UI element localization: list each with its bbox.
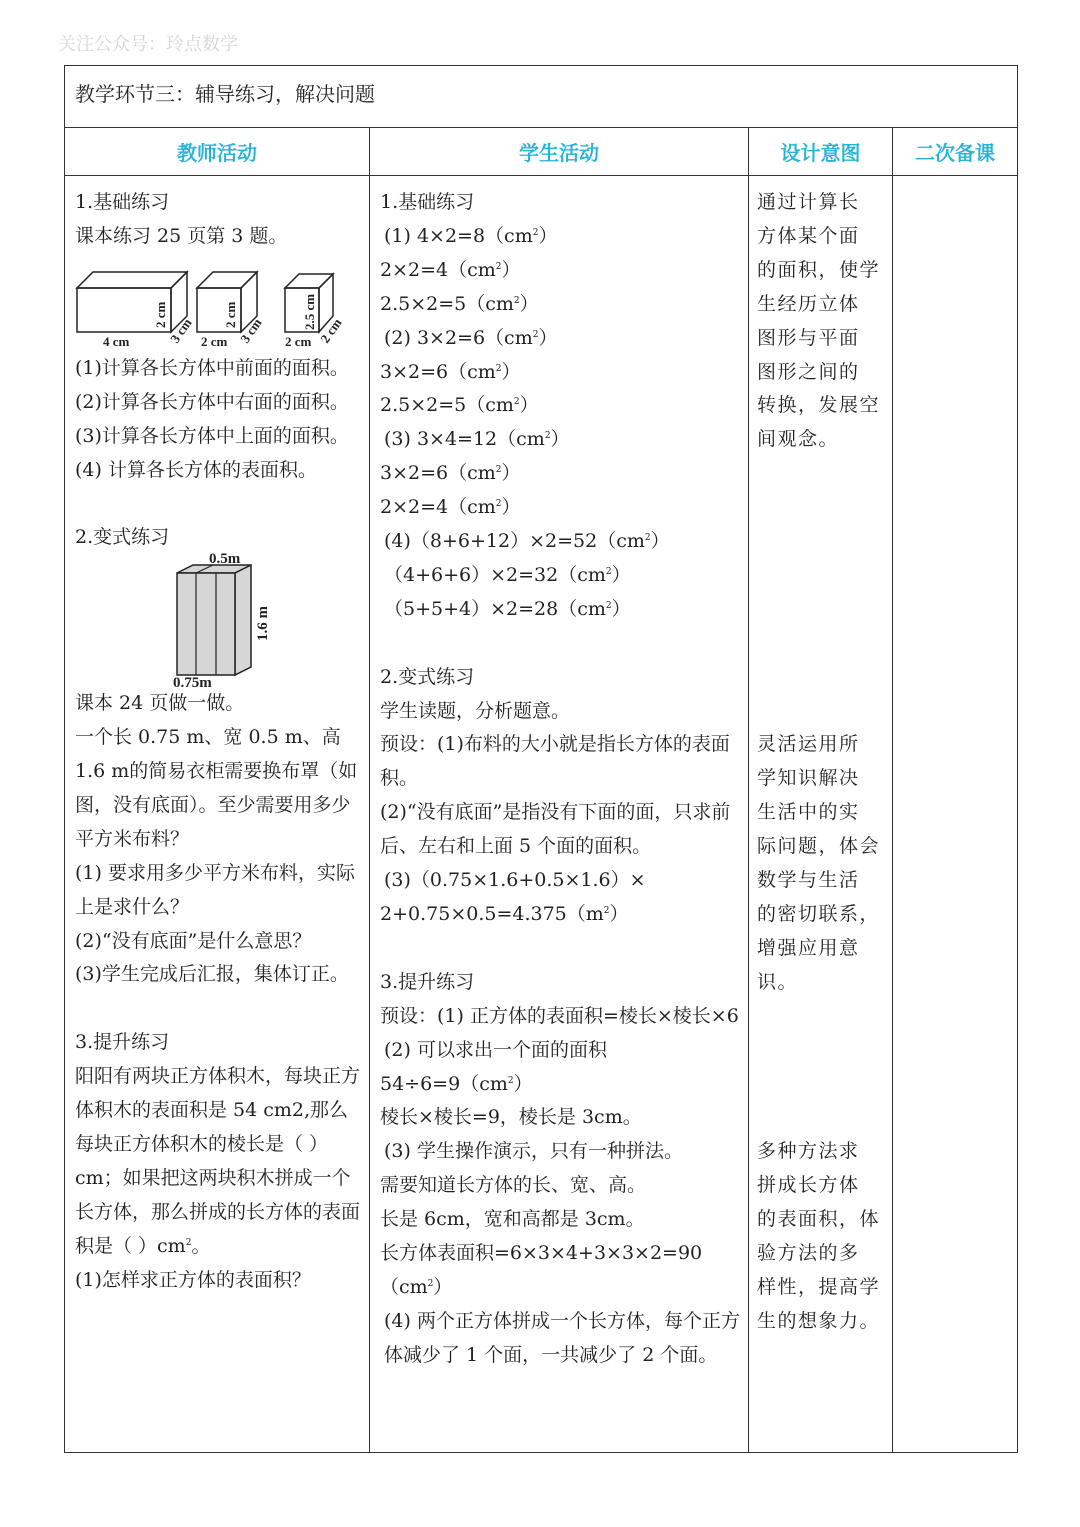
student-s1-title: 1.基础练习 (380, 191, 475, 213)
teacher-s3-q1: (1)怎样求正方体的表面积？ (75, 1268, 311, 1291)
intent-line: 灵活运用所 (757, 733, 860, 756)
design-intent-cell (749, 176, 893, 1453)
section-title: 教学环节三：辅导练习，解决问题 (65, 66, 1018, 128)
intent-line: 数学与生活 (757, 869, 860, 891)
intent-line: 际问题，体会 (757, 835, 881, 858)
teacher-s1-q1: (1)计算各长方体中前面的面积。 (75, 356, 349, 379)
student-s2-line: (3)（0.75×1.6+0.5×1.6）× (384, 869, 646, 892)
intent-line: 的面积，使学 (757, 258, 881, 281)
student-s1-line: (1) $4\times 2=8(cm^2)$ (384, 224, 558, 247)
intent-line: 生活中的实 (757, 801, 860, 824)
student-s3-line: (4) 两个正方体拼成一个长方体，每个正方体减少了 1 个面，一共减少了 2 个面。 (384, 1309, 740, 1366)
student-s2-title: 2.变式练习 (380, 665, 475, 688)
intent-line: 间观念。 (757, 428, 840, 451)
student-s1-line: $3\times 2=6(cm^2)$ (380, 462, 521, 485)
watermark: 关注公众号：玲点数学 (58, 34, 238, 55)
teacher-s2-source: 课本 24 页做一做。 (75, 692, 245, 715)
wardrobe-figure (75, 551, 357, 687)
fig2-side-label: 1.6 m (255, 606, 271, 642)
fig1-c-height: 2.5 cm (302, 293, 317, 330)
student-s3-line: $54\div 6=9(cm^2)$ (380, 1072, 533, 1095)
student-s3-line: (2) 可以求出一个面的面积 (384, 1038, 607, 1061)
intent-line: 通过计算长 (757, 191, 860, 213)
student-s2-line: 学生读题，分析题意。 (380, 699, 571, 722)
intent-line: 识。 (757, 970, 799, 993)
header-row (65, 128, 1018, 176)
fig1-c-width: 2 cm (285, 333, 312, 349)
fig1-a-width: 4 cm (103, 333, 130, 349)
student-s2-line: $2+0.75\times 0.5=4.375(m^2)$ (380, 903, 629, 926)
student-s1-line: $2\times 2=4(cm^2)$ (380, 496, 521, 519)
teacher-s3-title: 3.提升练习 (75, 1031, 170, 1054)
header-student: 学生活动 (370, 128, 749, 176)
lesson-plan-table (64, 65, 1018, 1453)
intent-line: 拼成长方体 (757, 1174, 860, 1197)
fig1-a-height: 2 cm (153, 301, 168, 328)
intent-line: 转换，发展空 (757, 394, 881, 417)
intent-line: 学知识解决 (757, 767, 860, 790)
teacher-s1-q2: (2)计算各长方体中右面的面积。 (75, 390, 349, 413)
teacher-s2-problem: 一个长 0.75 m、宽 0.5 m、高 1.6 m的简易衣柜需要换布罩（如图，没有底面）。至少需要用多少平方米布料？ (75, 726, 358, 850)
student-s1-line: $2.5\times 2=5(cm^2)$ (380, 292, 539, 315)
cuboids-figure (73, 258, 363, 350)
intent-line: 生的想象力。 (757, 1309, 881, 1332)
student-s1-line: $(4+6+6)\times 2=32(cm^2)$ (384, 563, 631, 586)
student-s1-line: (3) $3\times 4=12(cm^2)$ (384, 428, 570, 451)
fig1-c-depth: 2 cm (317, 315, 345, 346)
student-s3-line: 长方体表面积=6×3×4+3×3×2=90 (380, 1242, 703, 1265)
intent-line: 的表面积，体 (757, 1208, 881, 1230)
student-s1-line: $(5+5+4)\times 2=28(cm^2)$ (384, 597, 631, 620)
fig1-b-depth: 3 cm (237, 315, 265, 346)
teacher-s3-problem: 阳阳有两块正方体积木，每块正方体积木的表面积是 54 cm2,那么每块正方体积木的棱长是（ ）cm；如果把这两块积木拼成一个长方体，那么拼成的长方体的表面积是（ ）$cm^2$。 (75, 1065, 361, 1257)
student-s1-line: $2\times 2=4(cm^2)$ (380, 258, 521, 281)
intent-line: 验方法的多 (757, 1241, 860, 1264)
teacher-s1-q3: (3)计算各长方体中上面的面积。 (75, 424, 349, 447)
intent-line: 的密切联系， (757, 902, 881, 925)
teacher-s1-title: 1.基础练习 (75, 191, 170, 213)
student-s2-line: 预设：(1)布料的大小就是指长方体的表面积。 (380, 733, 730, 790)
intent-line: 多种方法求 (757, 1140, 860, 1163)
student-s3-line: (3) 学生操作演示，只有一种拼法。 (384, 1140, 683, 1163)
student-activity-cell (370, 176, 749, 1453)
student-s3-line: 棱长×棱长=9，棱长是 3cm。 (380, 1106, 642, 1129)
teacher-s2-q2: (2)“没有底面”是什么意思？ (75, 929, 312, 952)
intent-line: 生经历立体 (757, 292, 860, 315)
student-s2-line: (2)“没有底面”是指没有下面的面，只求前后、左右和上面 5 个面的面积。 (380, 801, 731, 858)
student-s1-line: (2) $3\times 2=6(cm^2)$ (384, 326, 558, 349)
fig2-bottom-label: 0.75m (173, 675, 212, 688)
intent-line: 图形与平面 (757, 326, 860, 349)
student-s1-line: $2.5\times 2=5(cm^2)$ (380, 394, 539, 417)
fig2-top-label: 0.5m (209, 551, 241, 568)
student-s3-line: $(cm^2)$ (380, 1275, 453, 1298)
intent-line: 增强应用意 (757, 936, 860, 959)
teacher-s2-q1: (1) 要求用多少平方米布料，实际上是求什么？ (75, 861, 355, 918)
student-s3-line: 预设：(1) 正方体的表面积=棱长×棱长×6 (380, 1004, 739, 1027)
student-s1-line: $3\times 2=6(cm^2)$ (380, 360, 521, 383)
section-title-row (65, 66, 1018, 128)
fig1-b-height: 2 cm (223, 301, 238, 328)
teacher-s2-title: 2.变式练习 (75, 526, 170, 549)
student-s3-line: 长是 6cm，宽和高都是 3cm。 (380, 1208, 645, 1231)
second-prep-cell (893, 176, 1018, 1453)
teacher-activity-cell (65, 176, 370, 1453)
header-prep: 二次备课 (893, 128, 1018, 176)
teacher-s1-source: 课本练习 25 页第 3 题。 (75, 224, 288, 247)
header-teacher: 教师活动 (65, 128, 370, 176)
fig1-a-depth: 3 cm (167, 315, 195, 346)
intent-line: 方体某个面 (757, 224, 860, 247)
student-s1-line: $(4)(8+6+12)\times 2=52(cm^2)$ (384, 530, 670, 553)
content-row (65, 176, 1018, 1453)
teacher-s1-q4: (4) 计算各长方体的表面积。 (75, 458, 317, 481)
student-s3-title: 3.提升练习 (380, 970, 475, 993)
fig1-b-width: 2 cm (201, 333, 228, 349)
header-intent: 设计意图 (749, 128, 893, 176)
intent-line: 图形之间的 (757, 360, 860, 383)
intent-line: 样性，提高学 (757, 1275, 881, 1298)
student-s3-line: 需要知道长方体的长、宽、高。 (380, 1174, 647, 1197)
teacher-s2-q3: (3)学生完成后汇报，集体订正。 (75, 963, 349, 986)
